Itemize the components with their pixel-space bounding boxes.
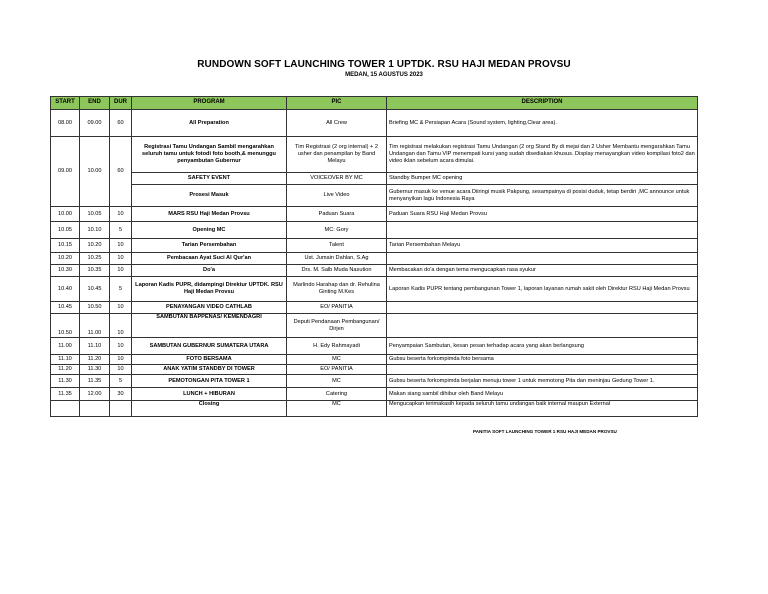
table-row — [51, 365, 698, 375]
header-start: START — [51, 97, 80, 110]
cell-program: MARS RSU Haji Medan Provsu — [132, 207, 287, 222]
cell-description: Laporan Kadis PUPR tentang pembangunan Tower 1, laporan layanan rumah sakit oleh Direktur RSU Haji Medan Provsu — [387, 277, 698, 302]
cell-dur: 10 — [110, 207, 132, 222]
cell-end: 10.00 — [80, 137, 110, 207]
cell-program: Pembacaan Ayat Suci Al Qur'an — [132, 253, 287, 265]
cell-program: SAMBUTAN GUBERNUR SUMATERA UTARA — [132, 338, 287, 355]
cell-start: 10.15 — [51, 239, 80, 253]
cell-program: All Preparation — [132, 110, 287, 137]
cell-program: PENAYANGAN VIDEO CATHLAB — [132, 302, 287, 314]
header-pic: PIC — [287, 97, 387, 110]
cell-end: 11.10 — [80, 338, 110, 355]
document-subtitle: MEDAN, 15 AGUSTUS 2023 — [345, 72, 423, 78]
table-row — [51, 207, 698, 222]
cell-program: PEMOTONGAN PITA TOWER 1 — [132, 375, 287, 388]
cell-pic: Tim Registrasi (2 org internal) + 2 usher dan penampilan by Band Melayu — [287, 137, 387, 173]
cell-description: Mengucapkan terimakasih kepada seluruh tamu undangan baik internal maupun External — [387, 401, 698, 417]
cell-end: 11.35 — [80, 375, 110, 388]
table-row — [51, 388, 698, 401]
cell-program: SAMBUTAN BAPPENAS/ KEMENDAGRI — [132, 314, 287, 338]
cell-start: 09.00 — [51, 137, 80, 207]
cell-description — [387, 302, 698, 314]
table-row — [51, 173, 698, 185]
cell-description: Tarian Persembahan Melayu — [387, 239, 698, 253]
cell-end: 12.00 — [80, 388, 110, 401]
cell-dur: 30 — [110, 388, 132, 401]
table-row — [51, 265, 698, 277]
table-row — [51, 222, 698, 239]
cell-pic: Marlindo Harahap dan dr. Rehulina Ginting M.Kes — [287, 277, 387, 302]
cell-program: Tarian Persembahan — [132, 239, 287, 253]
cell-end: 11.20 — [80, 355, 110, 365]
table-row — [51, 338, 698, 355]
cell-start: 08.00 — [51, 110, 80, 137]
cell-end: 10.05 — [80, 207, 110, 222]
cell-pic: MC: Gory — [287, 222, 387, 239]
cell-program: ANAK YATIM STANDBY DI TOWER — [132, 365, 287, 375]
cell-description: Tim registrasi melakukan registrasi Tamu Undangan (2 org Stand By di mejai dan 2 Usher Membantu mengarahkan Tamu Undangan dan Tamu VIP menempati kursi yang sudah disediakan khusus. Display menayangkan video kompilasi foto2 dan video iklan sebelum acara dimulai. — [387, 137, 698, 173]
table-row — [51, 277, 698, 302]
cell-program: Laporan Kadis PUPR, didampingi Direktur UPTDK. RSU Haji Medan Provsu — [132, 277, 287, 302]
rundown-table — [50, 96, 698, 417]
cell-pic: MC — [287, 375, 387, 388]
cell-description: Penyampaian Sambutan, kesan pesan terhadap acara yang akan berlangsung — [387, 338, 698, 355]
cell-pic: Talent — [287, 239, 387, 253]
cell-dur: 5 — [110, 277, 132, 302]
cell-program: Prosesi Masuk — [132, 185, 287, 207]
cell-end: 10.20 — [80, 239, 110, 253]
cell-dur: 10 — [110, 239, 132, 253]
cell-dur: 60 — [110, 110, 132, 137]
cell-end: 10.50 — [80, 302, 110, 314]
cell-dur: 10 — [110, 355, 132, 365]
cell-start: 11.20 — [51, 365, 80, 375]
document-title: RUNDOWN SOFT LAUNCHING TOWER 1 UPTDK. RSU HAJI MEDAN PROVSU — [197, 59, 571, 70]
cell-program: Closing — [132, 401, 287, 417]
cell-description — [387, 365, 698, 375]
cell-end: 10.25 — [80, 253, 110, 265]
table-row — [51, 239, 698, 253]
cell-start: 10.50 — [51, 314, 80, 338]
cell-end: 11.30 — [80, 365, 110, 375]
cell-dur: 10 — [110, 314, 132, 338]
cell-end: 10.10 — [80, 222, 110, 239]
cell-dur: 10 — [110, 253, 132, 265]
cell-start: 11.00 — [51, 338, 80, 355]
cell-program: Opening MC — [132, 222, 287, 239]
cell-dur — [110, 401, 132, 417]
header-end: END — [80, 97, 110, 110]
cell-end: 09.00 — [80, 110, 110, 137]
cell-pic: Live Video — [287, 185, 387, 207]
table-row — [51, 302, 698, 314]
cell-start: 10.00 — [51, 207, 80, 222]
cell-description: Gubernur masuk ke venue acara Diiringi musik Pakpung, sesampainya di posisi duduk, tetap berdiri ,MC announce untuk menyanyikan lagu Indonesia Raya — [387, 185, 698, 207]
cell-pic: EO/ PANITIA — [287, 365, 387, 375]
cell-start — [51, 401, 80, 417]
table-row — [51, 253, 698, 265]
cell-program: LUNCH + HIBURAN — [132, 388, 287, 401]
cell-end: 10.35 — [80, 265, 110, 277]
cell-description — [387, 314, 698, 338]
cell-dur: 10 — [110, 338, 132, 355]
cell-pic: Drs. M. Salb Muda Nasution — [287, 265, 387, 277]
cell-description — [387, 253, 698, 265]
table-row — [51, 185, 698, 207]
table-row — [51, 314, 698, 338]
cell-pic: EO/ PANITIA — [287, 302, 387, 314]
table-row — [51, 401, 698, 417]
footer-text: PANITIA SOFT LAUNCHING TOWER 1 RSU HAJI MEDAN PROVSU — [473, 429, 617, 434]
cell-dur: 5 — [110, 375, 132, 388]
table-row — [51, 110, 698, 137]
cell-program: FOTO BERSAMA — [132, 355, 287, 365]
cell-start: 11.10 — [51, 355, 80, 365]
header-description: DESCRIPTION — [387, 97, 698, 110]
cell-start: 10.30 — [51, 265, 80, 277]
cell-dur: 10 — [110, 302, 132, 314]
cell-start: 11.30 — [51, 375, 80, 388]
cell-end — [80, 401, 110, 417]
table-row — [51, 137, 698, 173]
cell-dur: 60 — [110, 137, 132, 207]
cell-start: 11.35 — [51, 388, 80, 401]
cell-program: Do'a — [132, 265, 287, 277]
cell-end: 10.45 — [80, 277, 110, 302]
cell-description: Gubsu beserta forkompimda berjalan menuju tower 1 untuk memotong Pita dan meninjau Gedung Tower 1. — [387, 375, 698, 388]
cell-end: 11.00 — [80, 314, 110, 338]
cell-start: 10.20 — [51, 253, 80, 265]
cell-pic: MC — [287, 355, 387, 365]
cell-dur: 10 — [110, 365, 132, 375]
cell-description: Makan siang sambil dihibur oleh Band Melayu — [387, 388, 698, 401]
cell-start: 10.05 — [51, 222, 80, 239]
cell-pic: Catering — [287, 388, 387, 401]
cell-pic: Ust. Jumain Dahlan, S.Ag — [287, 253, 387, 265]
cell-program: Registrasi Tamu Undangan Sambil mengarahkan seluruh tamu untuk fotodi foto booth,& menunggu penyambutan Gubernur — [132, 137, 287, 173]
cell-description: Standby Bumper MC opening — [387, 173, 698, 185]
cell-description: Paduan Suara RSU Haji Medan Provsu — [387, 207, 698, 222]
table-row — [51, 375, 698, 388]
cell-pic: All Crew — [287, 110, 387, 137]
table-row — [51, 355, 698, 365]
header-dur: DUR — [110, 97, 132, 110]
cell-description — [387, 222, 698, 239]
cell-start: 10.45 — [51, 302, 80, 314]
cell-pic: MC — [287, 401, 387, 417]
cell-dur: 10 — [110, 265, 132, 277]
cell-dur: 5 — [110, 222, 132, 239]
header-program: PROGRAM — [132, 97, 287, 110]
cell-program: SAFETY EVENT — [132, 173, 287, 185]
cell-pic: Paduan Suara — [287, 207, 387, 222]
cell-description: Membacakan do'a dengan tema mengucapkan rasa syukur — [387, 265, 698, 277]
header-row — [51, 97, 698, 110]
cell-description: Gubsu beserta forkompimda foto bersama — [387, 355, 698, 365]
cell-pic: Deputi Pendanaan Pembangunan/ Dirjen — [287, 314, 387, 338]
cell-start: 10.40 — [51, 277, 80, 302]
cell-pic: VOICEOVER BY MC — [287, 173, 387, 185]
cell-pic: H. Edy Rahmayadi — [287, 338, 387, 355]
cell-description: Briefing MC & Persiapan Acara (Sound system, lighting,Clear area). — [387, 110, 698, 137]
